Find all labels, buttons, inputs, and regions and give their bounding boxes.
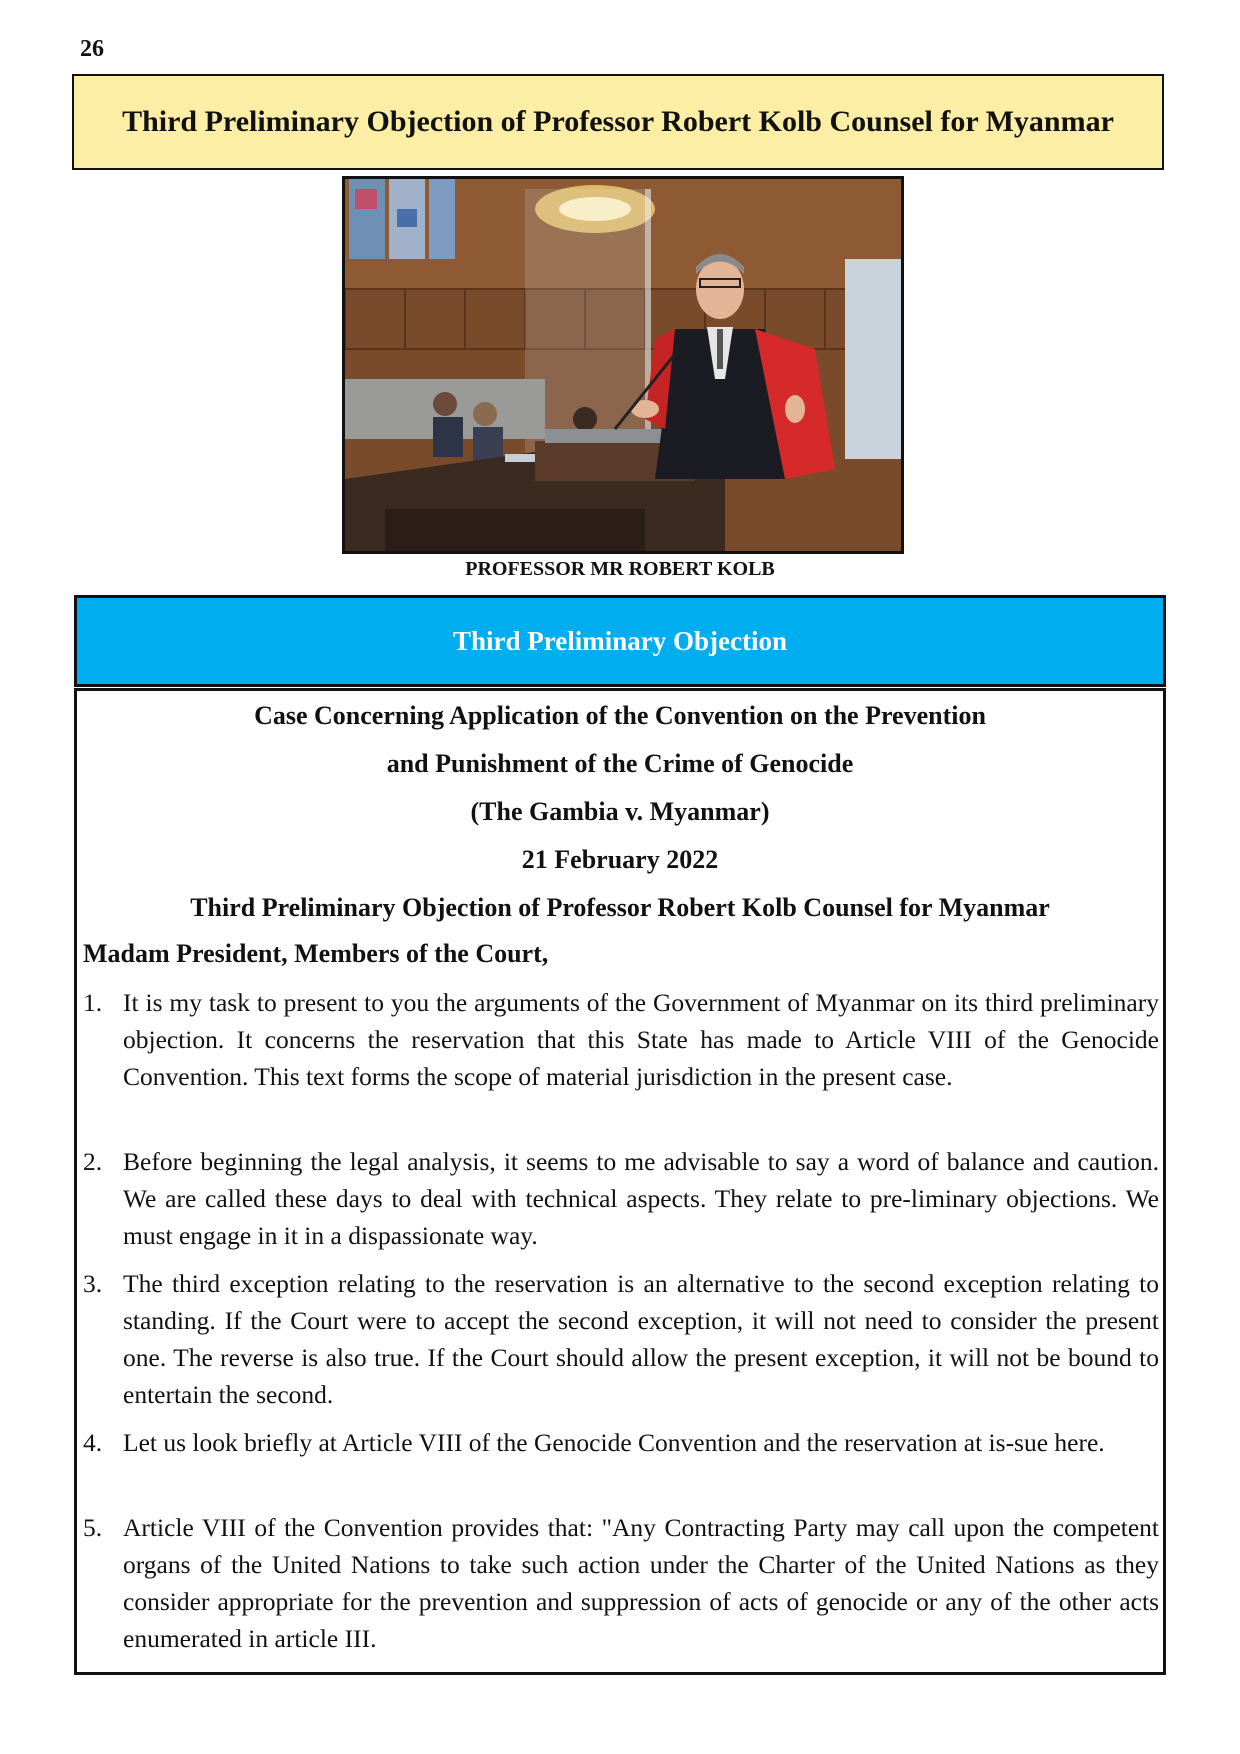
- paragraph: [83, 1265, 1159, 1413]
- paragraph-number: 4.: [83, 1428, 103, 1457]
- paragraph-text: Article VIII of the Convention provides that: "Any Contracting Party may call upon the competent organs of the United Nations to take such action under the Charter of the United Nations as they consider appropriate for the prevention and suppression of acts of genocide or any of the other acts enumerated in article III.: [123, 1513, 1159, 1653]
- paragraph-text: Let us look briefly at Article VIII of the Genocide Convention and the reservation at is-sue here.: [123, 1428, 1105, 1457]
- paragraph-number: 2.: [83, 1147, 103, 1176]
- paragraph-number: 1.: [83, 988, 103, 1017]
- paragraph: [83, 1424, 1159, 1461]
- photo-caption: PROFESSOR MR ROBERT KOLB: [465, 558, 775, 580]
- section-header-label: Third Preliminary Objection: [453, 625, 787, 656]
- salutation: Madam President, Members of the Court,: [83, 939, 549, 968]
- courtroom-photo: [342, 176, 904, 554]
- page-title: Third Preliminary Objection of Professor Robert Kolb Counsel for Myanmar: [122, 105, 1114, 138]
- case-heading-line3: (The Gambia v. Myanmar): [470, 797, 770, 826]
- paragraph-text: It is my task to present to you the arguments of the Government of Myanmar on its third preliminary objection. It concerns the reservation that this State has made to Article VIII of the Genocide Convention. This text forms the scope of material jurisdiction in the present case.: [123, 988, 1159, 1091]
- page-number: 26: [80, 36, 104, 62]
- case-heading-line1: Case Concerning Application of the Convention on the Prevention: [254, 701, 986, 730]
- paragraph-number: 3.: [83, 1269, 103, 1298]
- paragraph-text: The third exception relating to the reservation is an alternative to the second exception relating to standing. If the Court were to accept the second exception, it will not need to consider the present one. The reverse is also true. If the Court should allow the present exception, it will not be bound to entertain the second.: [123, 1269, 1159, 1409]
- speech-content: [74, 688, 1166, 1675]
- paragraph-text: Before beginning the legal analysis, it seems to me advisable to say a word of balance and caution. We are called these days to deal with technical aspects. They relate to pre-liminary objections. We must engage in it in a dispassionate way.: [123, 1147, 1159, 1250]
- section-header: [74, 595, 1166, 687]
- case-subtitle: Third Preliminary Objection of Professor Robert Kolb Counsel for Myanmar: [190, 893, 1050, 922]
- paragraph: [83, 984, 1159, 1095]
- case-heading-line2: and Punishment of the Crime of Genocide: [386, 749, 854, 778]
- paragraph-number: 5.: [83, 1513, 103, 1542]
- paragraph: [83, 1143, 1159, 1254]
- page-title-banner: [72, 74, 1164, 170]
- case-date: 21 February 2022: [521, 845, 719, 874]
- paragraph: [83, 1509, 1159, 1657]
